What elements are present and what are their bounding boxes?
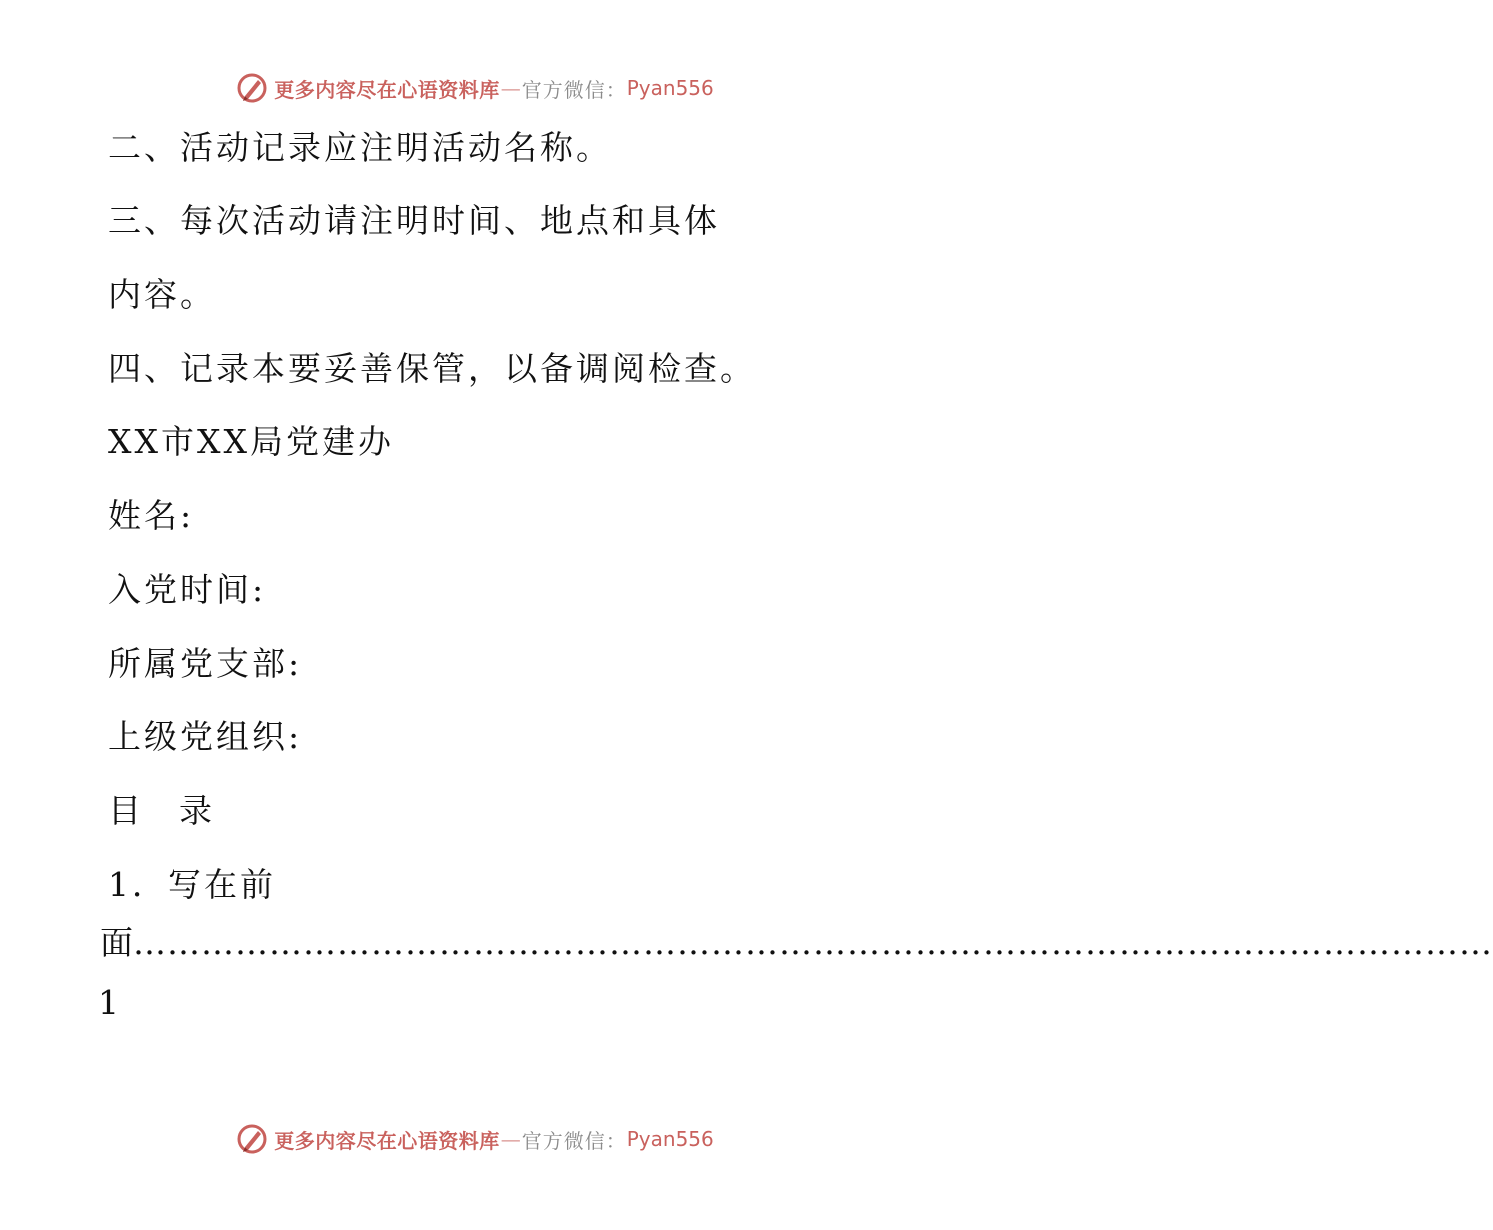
field-branch-label: 所属党支部: bbox=[108, 644, 303, 683]
issuing-office: XX市XX局党建办 bbox=[108, 422, 394, 461]
toc-heading-char-1: 目 bbox=[108, 791, 141, 830]
toc-item-1-page-number: 1 bbox=[98, 983, 119, 1022]
field-superior-org-label: 上级党组织: bbox=[108, 717, 303, 756]
toc-item-1-dots: ………………………………………………………………………………………………………… bbox=[133, 923, 1493, 962]
field-join-date-label: 入党时间: bbox=[108, 570, 267, 609]
watermark-brand: 更多内容尽在心语资料库 bbox=[274, 1128, 500, 1153]
paragraph-rule-4: 四、记录本要妥善保管，以备调阅检查。 bbox=[108, 349, 756, 388]
footer-watermark bbox=[0, 1123, 950, 1155]
toc-heading bbox=[108, 791, 212, 831]
pen-logo-icon bbox=[236, 1123, 268, 1155]
watermark-brand: 更多内容尽在心语资料库 bbox=[274, 77, 500, 102]
toc-heading-char-2: 录 bbox=[179, 791, 212, 830]
header-watermark bbox=[0, 72, 950, 104]
toc-item-1-head: 1．写在前 bbox=[108, 865, 276, 904]
watermark-wechat-label: 官方微信： bbox=[521, 77, 627, 102]
watermark-dash: — bbox=[500, 76, 521, 100]
watermark-wechat-id: Pyan556 bbox=[626, 76, 714, 100]
pen-logo-icon bbox=[236, 72, 268, 104]
watermark-wechat-label: 官方微信： bbox=[521, 1128, 627, 1153]
toc-item-1-tail: 面 bbox=[100, 923, 133, 962]
toc-item-1-leader-row bbox=[100, 923, 1493, 963]
field-name-label: 姓名: bbox=[108, 496, 195, 535]
paragraph-rule-2: 二、活动记录应注明活动名称。 bbox=[108, 128, 612, 167]
paragraph-rule-3-part-2: 内容。 bbox=[108, 275, 216, 314]
watermark-dash: — bbox=[500, 1127, 521, 1151]
watermark-wechat-id: Pyan556 bbox=[626, 1127, 714, 1151]
paragraph-rule-3-part-1: 三、每次活动请注明时间、地点和具体 bbox=[108, 201, 720, 240]
